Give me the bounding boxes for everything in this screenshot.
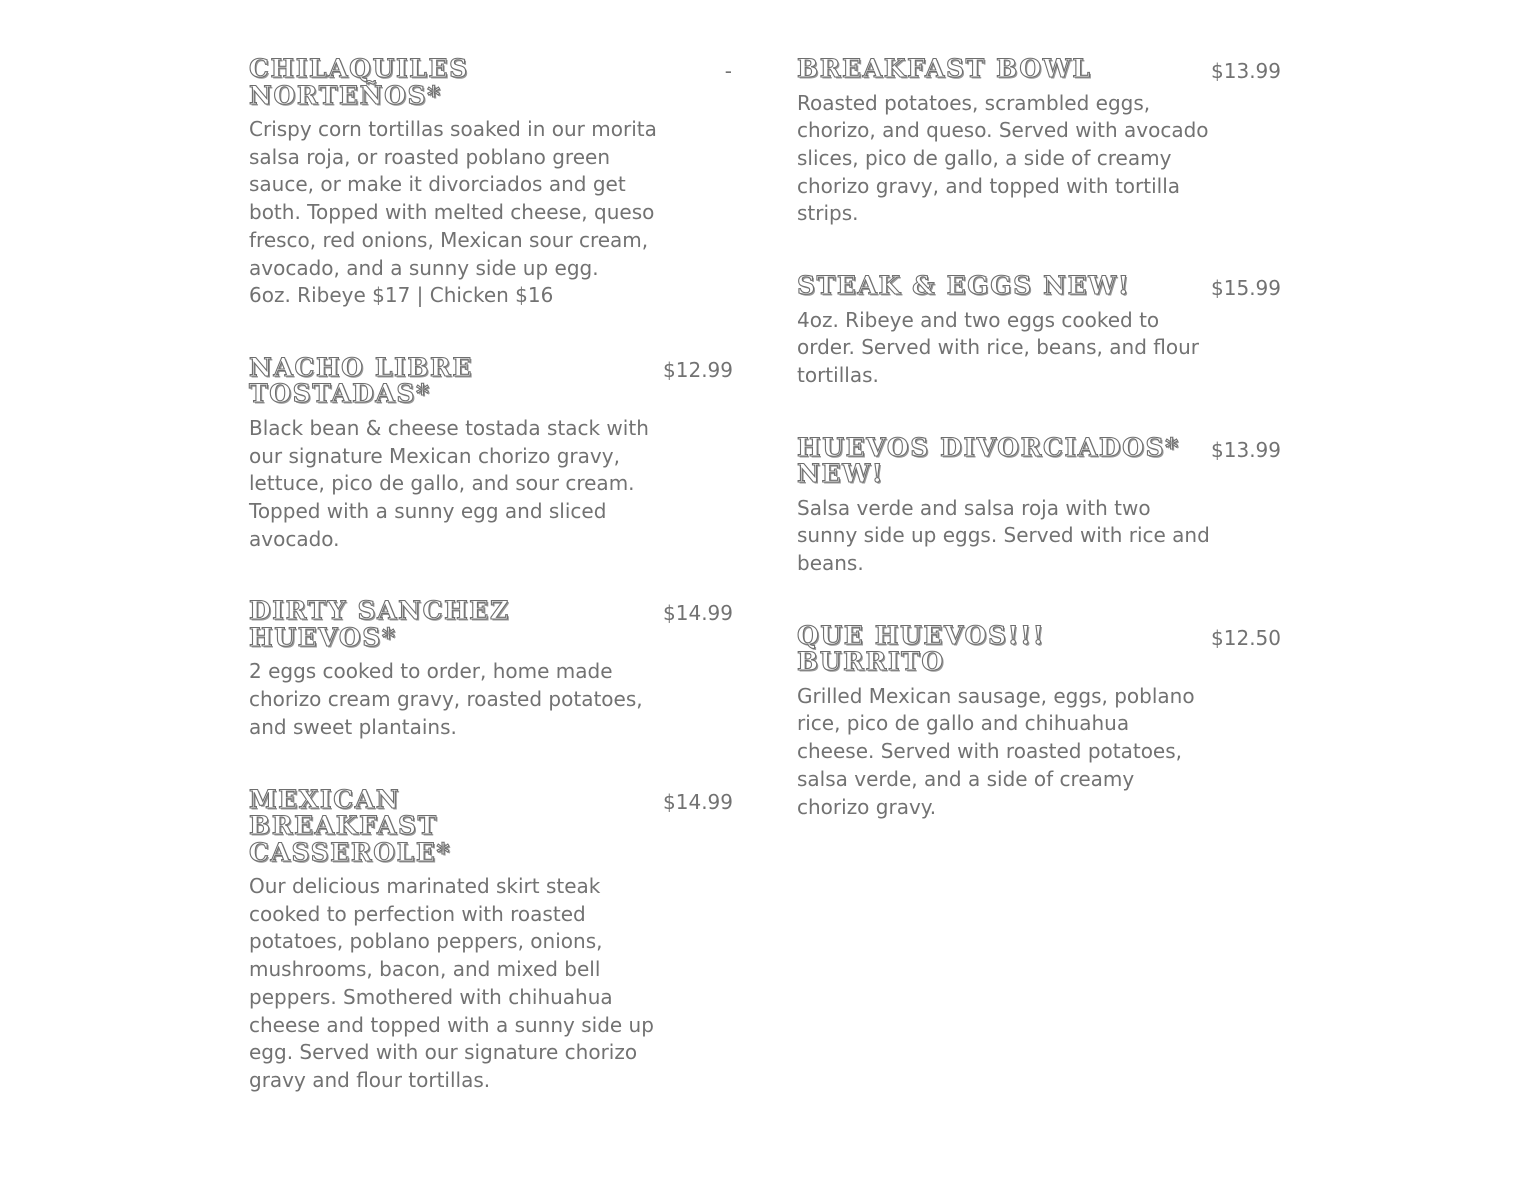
menu-item-body <box>249 352 663 554</box>
menu-item-body <box>249 784 663 1095</box>
menu-item-description: Grilled Mexican sausage, eggs, poblano rice, pico de gallo and chihuahua cheese. Served with roasted potatoes, salsa verde, and a side of creamy chorizo gravy. <box>797 683 1195 819</box>
menu-item-description: Crispy corn tortillas soaked in our morita salsa roja, or roasted poblano green sauce, or make it divorciados and get both. Topped with melted cheese, queso fresco, red onions, Mexican sour cream, avocado, and a sunny side up egg. <box>249 117 657 280</box>
menu-item-mexican-breakfast-casserole <box>249 784 733 1095</box>
menu-item-name: QUE HUEVOS!!! BURRITO <box>797 620 1046 677</box>
menu-item-body <box>797 432 1211 578</box>
menu-item-dirty-sanchez-huevos <box>249 598 733 741</box>
menu-item-que-huevos-burrito <box>797 620 1281 822</box>
menu-item-description: Our delicious marinated skirt steak cooked to perfection with roasted potatoes, poblano peppers, onions, mushrooms, bacon, and mixed bell peppers. Smothered with chihuahua cheese and topped with a sunny side up egg. Served with our signature chorizo gravy and flour tortillas. <box>249 874 654 1092</box>
breakfast-menu <box>249 56 1281 1095</box>
menu-item-nacho-libre-tostadas <box>249 352 733 554</box>
menu-item-price: $13.99 <box>1211 437 1281 462</box>
menu-item-price: $13.99 <box>1211 59 1281 83</box>
menu-item-body <box>797 56 1211 228</box>
menu-item-description: Salsa verde and salsa roja with two sunny side up eggs. Served with rice and beans. <box>797 495 1210 576</box>
menu-item-chilaquiles-nortenos <box>249 56 733 310</box>
menu-item-price: - <box>724 59 732 83</box>
menu-item-name: HUEVOS DIVORCIADOS* NEW! <box>797 432 1180 489</box>
menu-item-name: CHILAQUILES NORTEÑOS* <box>249 54 469 110</box>
menu-item-description: Roasted potatoes, scrambled eggs, chorizo, and queso. Served with avocado slices, pico de gallo, a side of creamy chorizo gravy, and topped with tortilla strips. <box>797 90 1209 226</box>
menu-item-description: 4oz. Ribeye and two eggs cooked to order. Served with rice, beans, and flour tortillas. <box>797 307 1199 387</box>
menu-item-huevos-divorciados <box>797 432 1281 578</box>
menu-item-price: $15.99 <box>1211 276 1281 301</box>
menu-column-left <box>249 56 733 1095</box>
menu-item-price: $14.99 <box>663 601 733 626</box>
menu-item-name: DIRTY SANCHEZ HUEVOS* <box>249 596 510 652</box>
menu-item-price: $14.99 <box>663 789 733 814</box>
menu-item-price: $12.50 <box>1211 625 1281 650</box>
menu-item-description: Black bean & cheese tostada stack with our signature Mexican chorizo gravy, lettuce, pico de gallo, and sour cream. Topped with a sunny egg and sliced avocado. <box>249 415 649 551</box>
menu-item-body <box>249 56 667 310</box>
menu-item-body <box>797 273 1211 390</box>
menu-item-breakfast-bowl <box>797 56 1281 228</box>
menu-item-name: BREAKFAST BOWL <box>797 54 1092 83</box>
menu-column-right <box>797 56 1281 1095</box>
menu-item-price: $12.99 <box>663 357 733 382</box>
menu-item-name: NACHO LIBRE TOSTADAS* <box>249 352 474 409</box>
menu-item-addon-prices: 6oz. Ribeye $17 | Chicken $16 <box>249 283 554 308</box>
menu-item-body <box>797 620 1211 822</box>
menu-item-name: STEAK & EGGS NEW! <box>797 271 1131 301</box>
menu-item-body <box>249 598 663 741</box>
menu-item-name: MEXICAN BREAKFAST CASSEROLE* <box>249 784 452 867</box>
menu-item-steak-and-eggs <box>797 273 1281 390</box>
menu-item-description: 2 eggs cooked to order, home made chorizo cream gravy, roasted potatoes, and sweet plantains. <box>249 659 643 739</box>
